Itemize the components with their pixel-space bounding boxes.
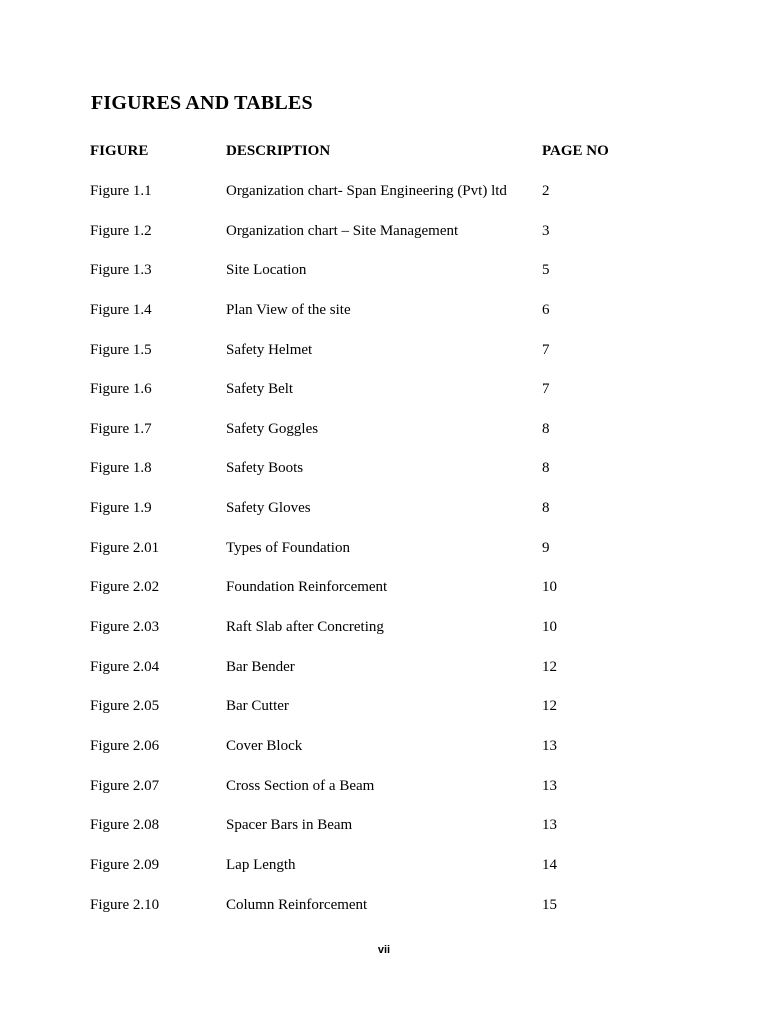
figure-page: 5 xyxy=(542,262,550,279)
figure-description: Spacer Bars in Beam xyxy=(226,817,353,834)
figure-page: 7 xyxy=(542,341,550,358)
figure-description: Raft Slab after Concreting xyxy=(226,619,384,636)
table-row xyxy=(0,815,768,855)
figure-number: Figure 1.9 xyxy=(90,500,152,517)
figure-number: Figure 1.1 xyxy=(90,183,152,199)
table-row xyxy=(0,895,768,935)
figure-page: 9 xyxy=(542,539,550,556)
figure-number: Figure 2.03 xyxy=(90,619,160,636)
table-row xyxy=(0,458,768,498)
figure-number: Figure 2.07 xyxy=(90,777,160,794)
figure-number: Figure 1.4 xyxy=(90,301,152,318)
page-title: FIGURES AND TABLES xyxy=(91,92,313,114)
page-number: vii xyxy=(377,944,391,956)
table-row xyxy=(0,855,768,895)
figure-description: Cover Block xyxy=(226,737,303,754)
table-row xyxy=(0,696,768,736)
table-row xyxy=(0,617,768,657)
figure-number: Figure 1.3 xyxy=(90,262,152,279)
table-row xyxy=(0,776,768,816)
figure-number: Figure 2.08 xyxy=(90,817,160,834)
table-row xyxy=(0,260,768,300)
figure-description: Safety Belt xyxy=(226,381,294,398)
figure-description: Site Location xyxy=(226,262,307,279)
figure-description: Column Reinforcement xyxy=(226,896,368,913)
figure-page: 12 xyxy=(542,658,557,675)
figure-description: Bar Bender xyxy=(226,658,295,675)
figure-description: Safety Goggles xyxy=(226,420,319,437)
figure-number: Figure 2.10 xyxy=(90,896,160,913)
table-row xyxy=(0,577,768,617)
figure-page: 10 xyxy=(542,579,557,596)
figure-number: Figure 2.02 xyxy=(90,579,160,596)
figure-page: 8 xyxy=(542,500,550,517)
header-description: DESCRIPTION xyxy=(226,143,331,159)
figure-page: 13 xyxy=(542,777,557,794)
header-page-no: PAGE NO xyxy=(542,143,609,159)
figure-number: Figure 2.05 xyxy=(90,698,160,715)
figures-list xyxy=(0,181,768,934)
table-row xyxy=(0,300,768,340)
table-row xyxy=(0,181,768,221)
figure-description: Plan View of the site xyxy=(226,301,351,318)
figure-description: Safety Boots xyxy=(226,460,304,477)
figure-description: Safety Gloves xyxy=(226,500,311,517)
figure-description: Cross Section of a Beam xyxy=(226,777,375,794)
figure-description: Organization chart- Span Engineering (Pvt) ltd xyxy=(226,183,507,199)
figure-page: 15 xyxy=(542,896,557,913)
figure-page: 12 xyxy=(542,698,557,715)
figure-page: 8 xyxy=(542,460,550,477)
table-row xyxy=(0,419,768,459)
figure-number: Figure 1.7 xyxy=(90,420,152,437)
figure-description: Foundation Reinforcement xyxy=(226,579,388,596)
figure-page: 2 xyxy=(542,183,550,199)
figure-description: Lap Length xyxy=(226,856,296,873)
table-row xyxy=(0,498,768,538)
table-row xyxy=(0,379,768,419)
figure-number: Figure 1.5 xyxy=(90,341,152,358)
figure-number: Figure 2.09 xyxy=(90,856,160,873)
figure-page: 8 xyxy=(542,420,550,437)
figure-description: Safety Helmet xyxy=(226,341,313,358)
figure-number: Figure 2.01 xyxy=(90,539,160,556)
table-row xyxy=(0,340,768,380)
table-row xyxy=(0,736,768,776)
figure-number: Figure 1.6 xyxy=(90,381,152,398)
figure-description: Types of Foundation xyxy=(226,539,350,556)
table-header xyxy=(0,141,768,161)
figure-number: Figure 1.8 xyxy=(90,460,152,477)
figure-number: Figure 1.2 xyxy=(90,222,152,239)
table-row xyxy=(0,221,768,261)
figure-description: Bar Cutter xyxy=(226,698,289,715)
figure-number: Figure 2.04 xyxy=(90,658,160,675)
figure-page: 10 xyxy=(542,619,557,636)
figure-page: 14 xyxy=(542,856,557,873)
figure-page: 3 xyxy=(542,222,550,239)
table-row xyxy=(0,538,768,578)
figure-page: 13 xyxy=(542,737,557,754)
figure-page: 6 xyxy=(542,301,550,318)
figure-number: Figure 2.06 xyxy=(90,737,160,754)
figure-description: Organization chart – Site Management xyxy=(226,222,459,239)
table-row xyxy=(0,657,768,697)
header-figure: FIGURE xyxy=(90,143,149,159)
figure-page: 7 xyxy=(542,381,550,398)
figure-page: 13 xyxy=(542,817,557,834)
